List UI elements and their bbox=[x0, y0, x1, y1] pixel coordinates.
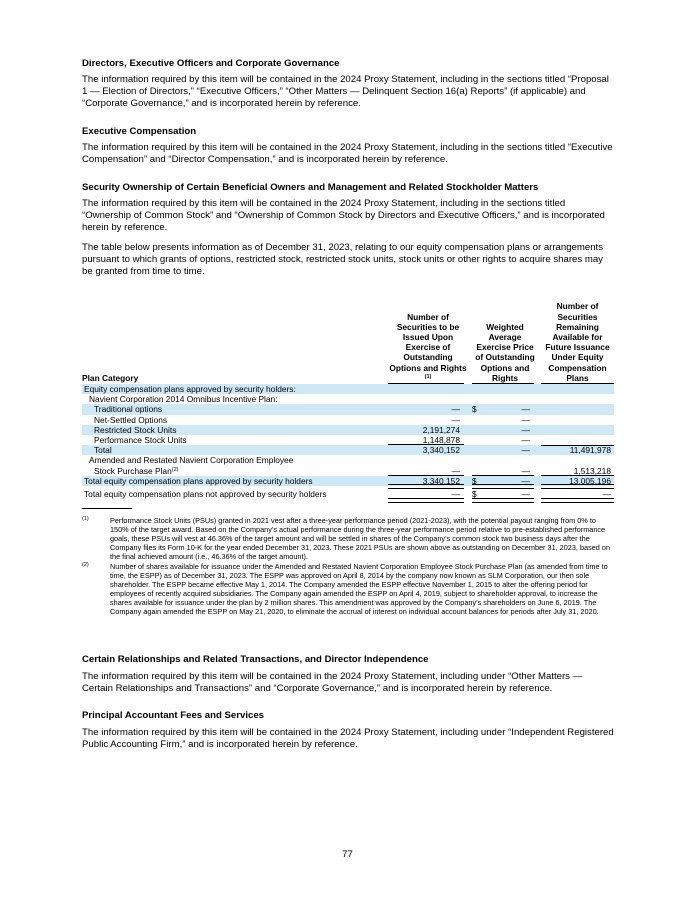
table-row: Restricted Stock Units 2,191,274 — bbox=[82, 425, 614, 435]
accountant-text: The information required by this item will be contained in the 2024 Proxy Statement, including under “Independent Registered Public Accounting Firm,” and is incorporated herein by reference. bbox=[82, 727, 614, 750]
table-row: Amended and Restated Navient Corporation Employee bbox=[89, 455, 294, 466]
compensation-heading: Executive Compensation bbox=[82, 126, 197, 137]
weighted-price-header: Weighted Average Exercise Price of Outstanding Options and Rights bbox=[475, 321, 535, 383]
footnote-1: (1) Performance Stock Units (PSUs) granted in 2021 vest after a three-year performance period (2021-2023), with the potential payout ranging from 0% to 150% of the target award. Based on the Company’s actual performance during the three-year performance period relative to pre-established performance goals, these PSUs will vest at 46.36% of the target amount and will be settled in shares of the Company’s common stock two business days after the Company files its Form 10-K for the year ended December 31, 2023. These 2021 PSUs are shown above as outstanding on December 31, 2023, based on the final achieved amount (i.e., 46.36% of the target amount). bbox=[82, 516, 610, 562]
table-row: Total 3,340,152 — 11,491,978 bbox=[82, 445, 614, 455]
table-row: Net-Settled Options — — bbox=[94, 414, 530, 425]
ownership-table-intro: The table below presents information as of December 31, 2023, relating to our equity compensation plans or arrangements pursuant to which grants of options, restricted stock, restricted stock units, stock units or other rights to acquire shares may be granted from time to time. bbox=[82, 242, 604, 277]
ownership-text: The information required by this item will be contained in the 2024 Proxy Statement, including in the sections titled “Ownership of Common Stock” and “Ownership of Common Stock by Directors and Executive Officers,” and is incorporated herein by reference. bbox=[82, 198, 605, 233]
table-row: Navient Corporation 2014 Omnibus Incentive Plan: bbox=[89, 394, 278, 405]
table-row: Stock Purchase Plan$^{(2)}$ — — 1,513,218 bbox=[82, 466, 614, 476]
securities-issued-header: Number of Securities to be Issued Upon Exercise of Outstanding Options and Rights $^{(1)}$ bbox=[389, 311, 467, 380]
accountant-heading: Principal Accountant Fees and Services bbox=[82, 710, 264, 721]
plan-category-header: Plan Category bbox=[82, 373, 139, 383]
ownership-heading: Security Ownership of Certain Beneficial Owners and Management and Related Stockholder Matters bbox=[82, 182, 539, 193]
page-number: 77 bbox=[342, 849, 353, 860]
securities-remaining-header: Number of Securities Remaining Available for Future Issuance Under Equity Compensation Plans bbox=[545, 301, 610, 383]
directors-heading: Directors, Executive Officers and Corporate Governance bbox=[82, 58, 340, 69]
directors-text: The information required by this item will be contained in the 2024 Proxy Statement, including in the sections titled “Proposal 1 — Election of Directors,” “Executive Officers,” “Other Matters — Delinquent Section 16(a) Reports” (if applicable) and “Corporate Governance,” and is incorporated herein by reference. bbox=[82, 74, 609, 109]
table-row: Equity compensation plans approved by security holders: bbox=[82, 384, 614, 394]
table-row: Traditional options — $ — bbox=[82, 404, 614, 414]
relationships-heading: Certain Relationships and Related Transactions, and Director Independence bbox=[82, 654, 429, 665]
footnote-divider bbox=[82, 508, 132, 509]
footnote-2: (2) Number of shares available for issuance under the Amended and Restated Navient Corporation Employee Stock Purchase Plan (as amended from time to time, the ESPP) as of December 31, 2023. The ESPP was approved on April 8, 2014 by the company now known as SLM Corporation, our then sole shareholder. The ESPP became effective May 1, 2014. The Company amended the ESPP effective November 1, 2015 to alter the offering period for employees of recently acquired subsidiaries. The Company again amended the ESPP on April 4, 2019, subject to shareholder approval, to increase the shares available for issuance under the plan by 2 million shares. This amendment was approved by the Company’s shareholders on June 6, 2019. The Company again amended the ESPP on May 21, 2020, to eliminate the accrual of interest on individual account balances for periods after July 31, 2020. bbox=[82, 562, 608, 617]
compensation-text: The information required by this item will be contained in the 2024 Proxy Statement, including in the sections titled “Executive Compensation” and “Director Compensation,” and is incorporated herein by reference. bbox=[82, 142, 613, 165]
equity-compensation-table bbox=[82, 293, 614, 499]
relationships-text: The information required by this item will be contained in the 2024 Proxy Statement, including under “Other Matters — Certain Relationships and Transactions” and “Corporate Governance,” and is incorporated herein by reference. bbox=[82, 671, 583, 694]
table-row: Performance Stock Units 1,148,878 — bbox=[94, 434, 530, 445]
table-row: Total equity compensation plans not approved by security holders — $ — — bbox=[82, 489, 614, 499]
table-row: Total equity compensation plans approved by security holders 3,340,152 $ — 13,005,196 bbox=[82, 476, 614, 486]
table-header bbox=[82, 293, 614, 383]
